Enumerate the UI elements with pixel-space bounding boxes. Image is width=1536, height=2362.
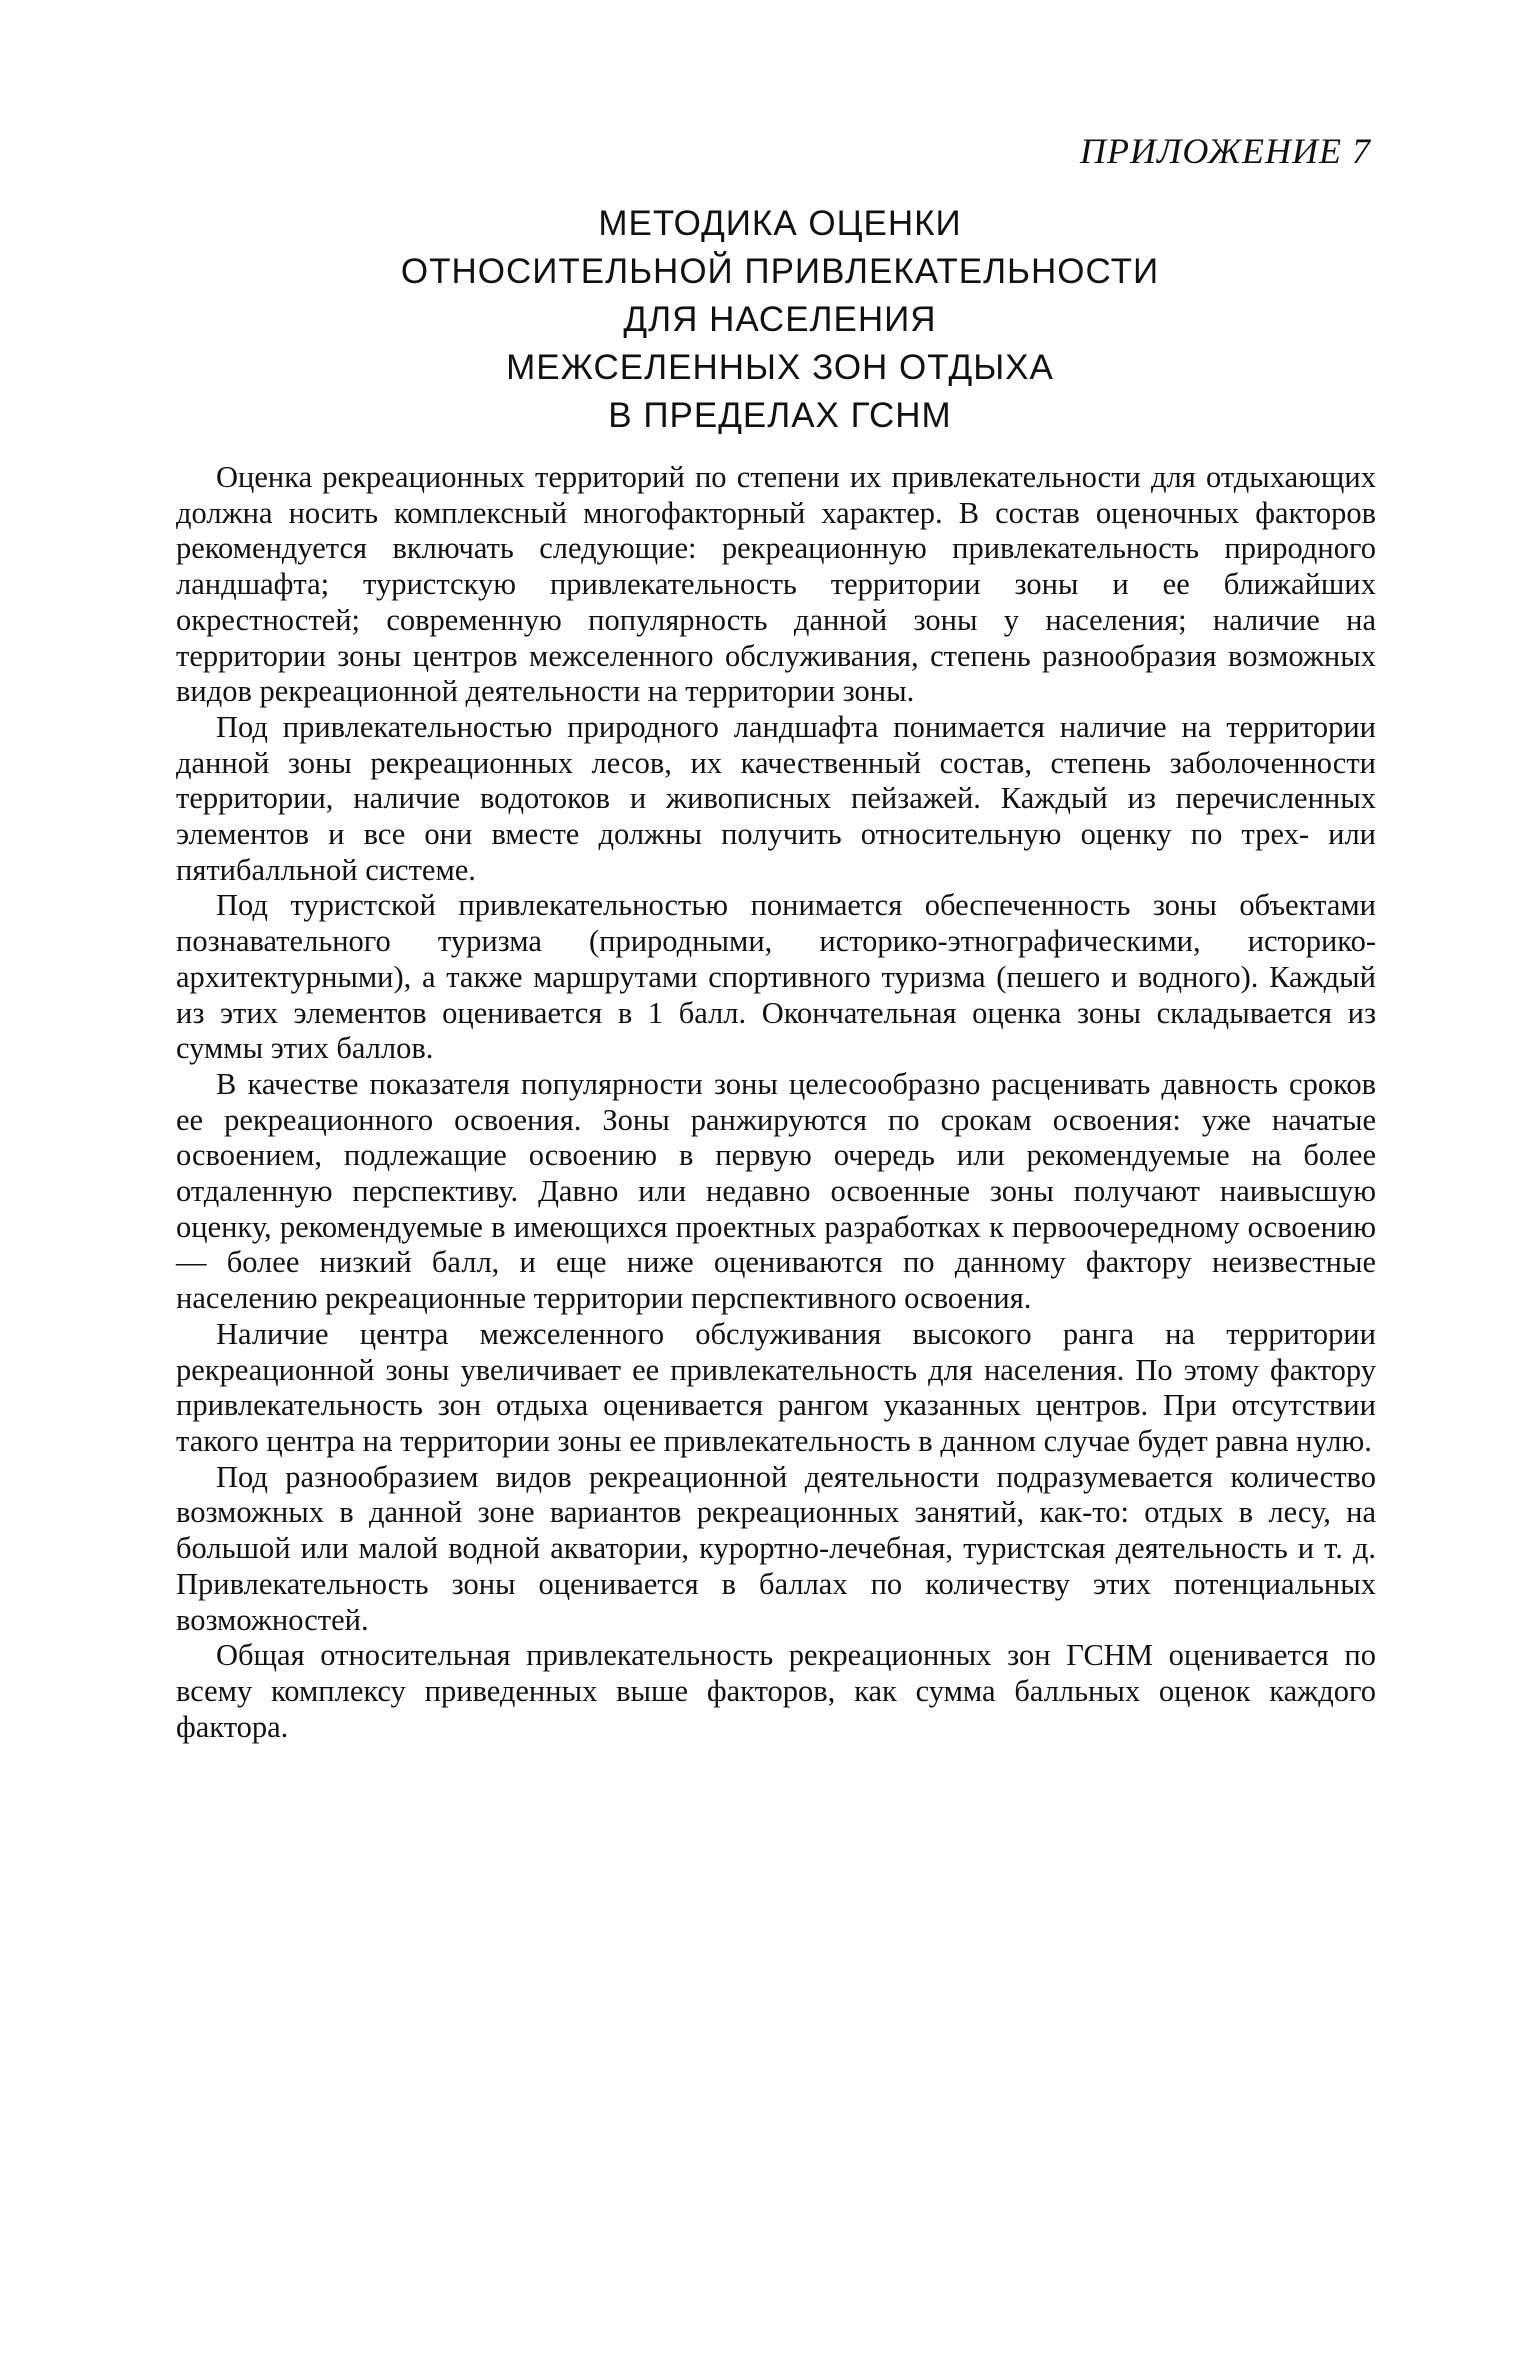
document-title — [280, 200, 1280, 440]
title-line-5: В ПРЕДЕЛАХ ГСНМ — [608, 396, 952, 435]
document-body — [176, 460, 1376, 1745]
title-line-1: МЕТОДИКА ОЦЕНКИ — [598, 204, 962, 243]
title-line-4: МЕЖСЕЛЕННЫХ ЗОН ОТДЫХА — [506, 348, 1054, 387]
paragraph-assessment-overview: Оценка рекреационных территорий по степени их привлекательности для отдыхающих должна носить комплексный многофакторный характер. В состав оценочных факторов рекомендуется включать следующие: рекреационную привлекательность природного ландшафта; туристскую привлекательность территории зоны и ее ближайших окрестностей; современную популярность данной зоны у населения; наличие на территории зоны центров межселенного обслуживания, степень разнообразия возможных видов рекреационной деятельности на территории зоны. — [176, 460, 1376, 709]
title-line-2: ОТНОСИТЕЛЬНОЙ ПРИВЛЕКАТЕЛЬНОСТИ — [400, 252, 1160, 291]
appendix-label: ПРИЛОЖЕНИЕ 7 — [1080, 131, 1371, 171]
paragraph-activity-diversity: Под разнообразием видов рекреационной деятельности подразумевается количество возможных в данной зоне вариантов рекреационных занятий, как-то: отдых в лесу, на большой или малой водной акватории, курортно-лечебная, туристская деятельность и т. д. Привлекательность зоны оценивается в баллах по количеству этих потенциальных возможностей. — [176, 1459, 1376, 1637]
paragraph-service-center: Наличие центра межселенного обслуживания высокого ранга на территории рекреационной зоны увеличивает ее привлекательность для населения. По этому фактору привлекательность зон отдыха оценивается рангом указанных центров. При отсутствии такого центра на территории зоны ее привлекательность в данном случае будет равна нулю. — [176, 1316, 1376, 1458]
paragraph-tourist-attractiveness: Под туристской привлекательностью понимается обеспеченность зоны объектами познавательного туризма (природными, историко-этнографическими, историко-архитектурными), а также маршрутами спортивного туризма (пешего и водного). Каждый из этих элементов оценивается в 1 балл. Окончательная оценка зоны складывается из суммы этих баллов. — [176, 888, 1376, 1066]
title-line-3: ДЛЯ НАСЕЛЕНИЯ — [623, 300, 937, 339]
paragraph-overall-assessment: Общая относительная привлекательность рекреационных зон ГСНМ оценивается по всему комплексу приведенных выше факторов, как сумма балльных оценок каждого фактора. — [176, 1638, 1376, 1744]
paragraph-popularity: В качестве показателя популярности зоны целесообразно расценивать давность сроков ее рекреационного освоения. Зоны ранжируются по срокам освоения: уже начатые освоением, подлежащие освоению в первую очередь или рекомендуемые на более отдаленную перспективу. Давно или недавно освоенные зоны получают наивысшую оценку, рекомендуемые в имеющихся проектных разработках к первоочередному освоению — более низкий балл, и еще ниже оцениваются по данному фактору неизвестные населению рекреационные территории перспективного освоения. — [176, 1066, 1376, 1316]
paragraph-natural-landscape: Под привлекательностью природного ландшафта понимается наличие на территории данной зоны рекреационных лесов, их качественный состав, степень заболоченности территории, наличие водотоков и живописных пейзажей. Каждый из перечисленных элементов и все они вместе должны получить относительную оценку по трех- или пятибалльной системе. — [176, 709, 1376, 887]
